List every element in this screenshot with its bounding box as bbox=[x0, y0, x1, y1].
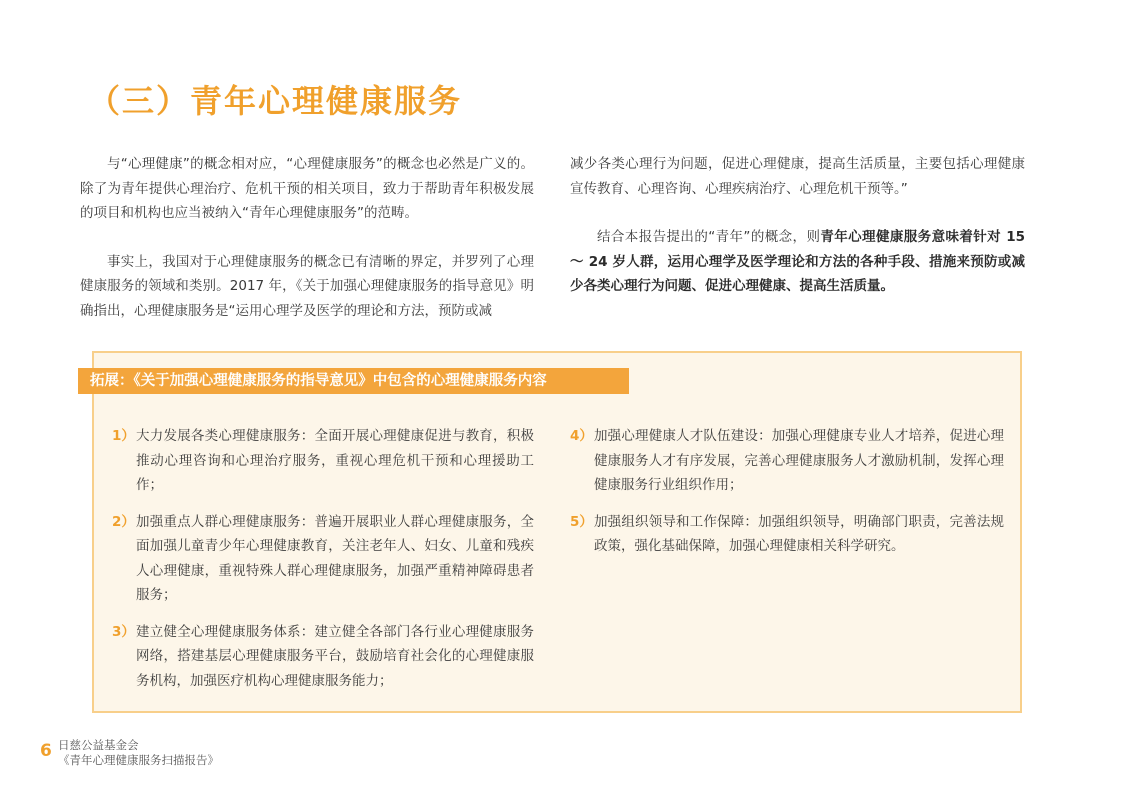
list-item-number: 3） bbox=[112, 623, 135, 640]
right-paragraph-1: 减少各类心理行为问题，促进心理健康，提高生活质量，主要包括心理健康宣传教育、心理咨询、心理疾病治疗、心理危机干预等。” bbox=[570, 156, 1025, 197]
list-item-text: 加强组织领导和工作保障：加强组织领导，明确部门职责，完善法规政策，强化基础保障，加强心理健康相关科学研究。 bbox=[594, 513, 1004, 554]
list-item-text: 建立健全心理健康服务体系：建立健全各部门各行业心理健康服务网络，搭建基层心理健康服务平台，鼓励培育社会化的心理健康服务机构，加强医疗机构心理健康服务能力； bbox=[136, 623, 534, 689]
list-item-number: 4） bbox=[570, 428, 593, 444]
left-column bbox=[80, 152, 534, 323]
list-item bbox=[570, 510, 1004, 559]
right-paragraph-2-bold: 青年心理健康服务意味着针对 15 ～ 24 岁人群，运用心理学及医学理论和方法的各种手段、措施来预防或减少各类心理行为问题、促进心理健康、提高生活质量。 bbox=[570, 229, 1025, 294]
list-item-number: 5） bbox=[570, 513, 593, 530]
list-item bbox=[570, 424, 1004, 498]
left-paragraph-1: 与“心理健康”的概念相对应，“心理健康服务”的概念也必然是广义的。除了为青年提供心理治疗、危机干预的相关项目，致力于帮助青年积极发展的项目和机构也应当被纳入“青年心理健康服务”的范畴。 bbox=[80, 156, 534, 221]
right-paragraph-2 bbox=[570, 225, 1025, 299]
extension-box-header: 拓展：《关于加强心理健康服务的指导意见》中包含的心理健康服务内容 bbox=[78, 368, 629, 394]
extension-right-column bbox=[570, 424, 1004, 571]
page-number: 6 bbox=[40, 741, 52, 761]
list-item-text: 大力发展各类心理健康服务：全面开展心理健康促进与教育，积极推动心理咨询和心理治疗服务，重视心理危机干预和心理援助工作； bbox=[136, 428, 534, 493]
right-paragraph-2-text: 结合本报告提出的“青年”的概念，则 bbox=[597, 229, 821, 245]
footer-report-title: 《青年心理健康服务扫描报告》 bbox=[58, 753, 219, 767]
list-item bbox=[112, 620, 534, 694]
footer-org: 日慈公益基金会 bbox=[58, 738, 139, 752]
list-item bbox=[112, 510, 534, 608]
list-item-text: 加强心理健康人才队伍建设：加强心理健康专业人才培养，促进心理健康服务人才有序发展，完善心理健康服务人才激励机制，发挥心理健康服务行业组织作用； bbox=[594, 428, 1004, 493]
list-item-number: 2） bbox=[112, 513, 135, 530]
left-paragraph-2: 事实上，我国对于心理健康服务的概念已有清晰的界定，并罗列了心理健康服务的领域和类别。2017 年，《关于加强心理健康服务的指导意见》明确指出，心理健康服务是“运用心理学及医学的理论和方法，预防或减 bbox=[80, 253, 534, 319]
list-item-text: 加强重点人群心理健康服务：普遍开展职业人群心理健康服务，全面加强儿童青少年心理健康教育，关注老年人、妇女、儿童和残疾人心理健康，重视特殊人群心理健康服务，加强严重精神障碍患者服务； bbox=[136, 513, 534, 603]
list-item bbox=[112, 424, 534, 498]
footer bbox=[58, 738, 219, 768]
list-item-number: 1） bbox=[112, 428, 135, 444]
extension-left-column bbox=[112, 424, 534, 705]
right-column bbox=[570, 152, 1025, 299]
page-title: （三）青年心理健康服务 bbox=[88, 82, 463, 120]
